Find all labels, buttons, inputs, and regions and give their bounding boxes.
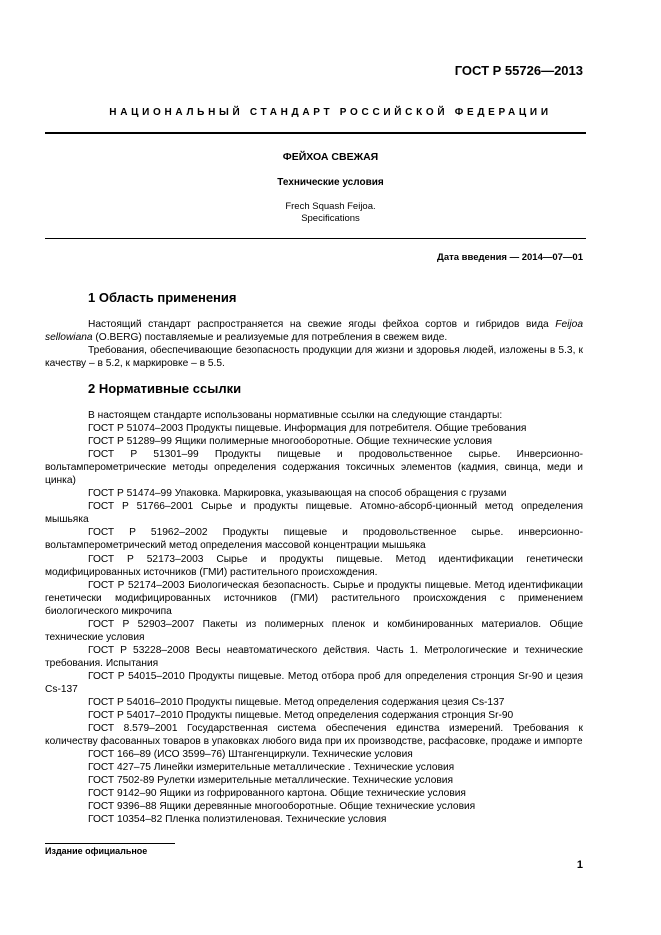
section-1-body: [45, 318, 583, 370]
english-title-line-1: Frech Squash Feijoa.: [285, 201, 376, 212]
reference-item: ГОСТ Р 51766–2001 Сырье и продукты пищевые. Атомно-абсорб-ционный метод определения мышьяка: [45, 501, 583, 526]
reference-item: ГОСТ Р 54017–2010 Продукты пищевые. Метод определения содержания стронция Sr-90: [88, 710, 514, 722]
official-edition-label: Издание официальное: [45, 846, 148, 856]
section-2-heading: 2 Нормативные ссылки: [88, 381, 242, 396]
reference-item: В настоящем стандарте использованы нормативные ссылки на следующие стандарты:: [88, 410, 503, 421]
reference-item: ГОСТ Р 51962–2002 Продукты пищевые и продовольственное сырье. инверсионно-вольтамперометрический метод определения массовой концентрации мышьяка: [45, 527, 583, 552]
section-1-paragraph-2: Требования, обеспечивающие безопасность продукции для жизни и здоровья людей, изложены в 5.3, к качеству – в 5.2, к маркировке – в 5.5.: [45, 345, 583, 370]
reference-item: ГОСТ 7502-89 Рулетки измерительные металлические. Технические условия: [88, 775, 454, 787]
reference-item: ГОСТ Р 54016–2010 Продукты пищевые. Метод определения содержания цезия Cs-137: [88, 697, 505, 709]
header-rule: [45, 132, 586, 134]
national-standard-banner: НАЦИОНАЛЬНЫЙ СТАНДАРТ РОССИЙСКОЙ ФЕДЕРАЦИИ: [109, 107, 552, 118]
standard-designation: ГОСТ Р 55726—2013: [454, 63, 583, 78]
section-2-body: [45, 409, 583, 827]
english-title-line-2: Specifications: [301, 213, 360, 224]
introduction-date: Дата введения — 2014—07—01: [437, 252, 583, 263]
reference-item: ГОСТ Р 52173–2003 Сырье и продукты пищевые. Метод идентификации генетически модифицированных источников (ГМИ) растительного происхождения.: [45, 553, 583, 578]
english-title: [0, 201, 661, 225]
reference-item: ГОСТ Р 51074–2003 Продукты пищевые. Информация для потребителя. Общие требования: [88, 423, 527, 435]
document-title: ФЕЙХОА СВЕЖАЯ: [282, 151, 379, 163]
section-1-heading: 1 Область применения: [88, 290, 237, 305]
footer-rule: [45, 843, 175, 844]
reference-item: ГОСТ Р 52174–2003 Биологическая безопасность. Сырье и продукты пищевые. Метод идентификации генетически модифицированных источников (ГМИ) растительного происхождения с применением биологического микрочипа: [45, 579, 583, 617]
reference-item: ГОСТ Р 52903–2007 Пакеты из полимерных пленок и комбинированных материалов. Общие технические условия: [45, 618, 583, 643]
document-subtitle: Технические условия: [277, 177, 384, 188]
page-number: 1: [576, 859, 583, 871]
reference-item: ГОСТ 166–89 (ИСО 3599–76) Штангенциркули. Технические условия: [88, 749, 413, 761]
reference-item: ГОСТ Р 51474–99 Упаковка. Маркировка, указывающая на способ обращения с грузами: [88, 488, 507, 500]
title-rule: [45, 238, 586, 239]
reference-item: ГОСТ 9142–90 Ящики из гофрированного картона. Общие технические условия: [88, 788, 466, 800]
reference-item: ГОСТ Р 51301–99 Продукты пищевые и продовольственное сырье. Инверсионно-вольтамперометрические методы определения содержания токсичных элементов (кадмия, свинца, меди и цинка): [45, 449, 583, 487]
reference-item: ГОСТ Р 53228–2008 Весы неавтоматического действия. Часть 1. Метрологические и технические требования. Испытания: [45, 644, 583, 669]
reference-item: ГОСТ 427–75 Линейки измерительные металлические . Технические условия: [88, 762, 455, 774]
species-name: Feijoa sellowiana: [45, 319, 583, 344]
reference-item: ГОСТ 8.579–2001 Государственная система обеспечения единства измерений. Требования к количеству фасованных товаров в упаковках любого вида при их производстве, расфасовке, продаже и импорте: [45, 723, 583, 748]
reference-item: ГОСТ 9396–88 Ящики деревянные многооборотные. Общие технические условия: [88, 801, 476, 813]
reference-item: ГОСТ 10354–82 Пленка полиэтиленовая. Технические условия: [88, 814, 387, 826]
section-1-paragraph-1: Настоящий стандарт распространяется на свежие ягоды фейхоа сортов и гибридов вида Feijoa sellowiana (O.BERG) поставляемые и реализуемые для потребления в свежем виде.: [45, 319, 583, 344]
reference-item: ГОСТ Р 51289–99 Ящики полимерные многооборотные. Общие технические условия: [88, 436, 493, 448]
reference-item: ГОСТ Р 54015–2010 Продукты пищевые. Метод отбора проб для определения стронция Sr-90 и цезия Cs-137: [45, 670, 583, 695]
